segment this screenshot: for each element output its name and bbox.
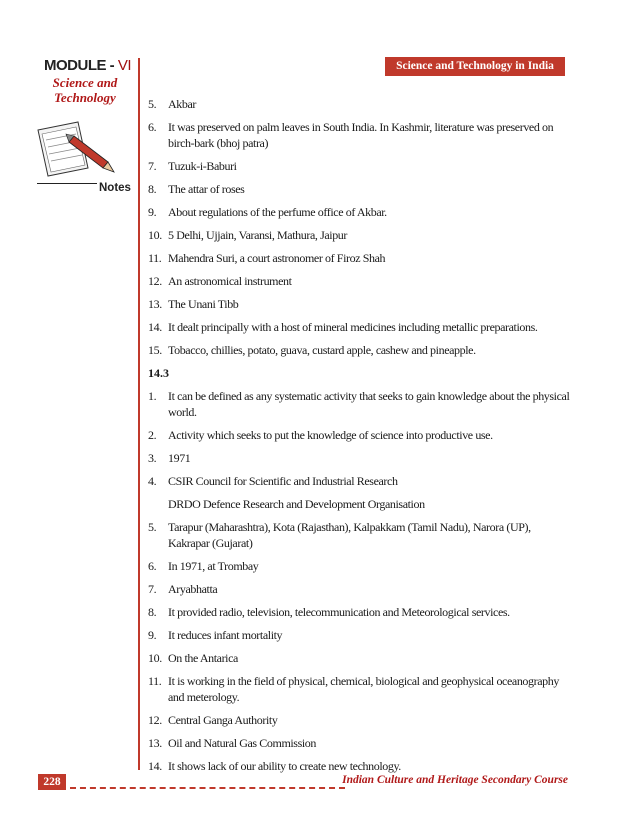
list-item <box>148 181 573 197</box>
item-text: Aryabhatta <box>168 582 218 596</box>
list-item <box>148 119 573 151</box>
list-item <box>148 558 573 574</box>
item-number: 5. <box>148 97 157 111</box>
item-number: 9. <box>148 628 157 642</box>
list-item <box>148 473 573 489</box>
item-text: CSIR Council for Scientific and Industrial Research <box>168 474 398 488</box>
list-item <box>148 388 573 420</box>
item-number: 8. <box>148 605 157 619</box>
list-item <box>148 650 573 666</box>
notes-rule <box>37 183 97 184</box>
list-item <box>148 450 573 466</box>
item-text: Tarapur (Maharashtra), Kota (Rajasthan), Kalpakkam (Tamil Nadu), Narora (UP), Kakrapar (Gujarat) <box>168 520 531 550</box>
item-text: Akbar <box>168 97 196 111</box>
list-item <box>148 519 573 551</box>
book-title: Indian Culture and Heritage Secondary Course <box>342 774 568 786</box>
item-number: 6. <box>148 120 157 134</box>
list-item <box>148 581 573 597</box>
item-text: An astronomical instrument <box>168 274 292 288</box>
list-item <box>148 319 573 335</box>
drdo-line: DRDO Defence Research and Development Organisation <box>168 497 425 511</box>
item-text: On the Antarica <box>168 651 238 665</box>
item-number: 5. <box>148 520 157 534</box>
item-number: 13. <box>148 297 162 311</box>
item-number: 14. <box>148 320 162 334</box>
item-text: It can be defined as any systematic activity that seeks to gain knowledge about the physical world. <box>168 389 570 419</box>
section-heading: 14.3 <box>148 366 169 380</box>
item-number: 10. <box>148 228 162 242</box>
item-number: 6. <box>148 559 157 573</box>
item-text: In 1971, at Trombay <box>168 559 259 573</box>
list-item <box>148 627 573 643</box>
list-item <box>148 204 573 220</box>
item-text: Tuzuk-i-Baburi <box>168 159 237 173</box>
item-number: 3. <box>148 451 157 465</box>
list-item <box>148 342 573 358</box>
list-item <box>148 250 573 266</box>
item-number: 11. <box>148 251 162 265</box>
item-number: 10. <box>148 651 162 665</box>
list-item <box>148 673 573 705</box>
list-item <box>148 735 573 751</box>
item-number: 8. <box>148 182 157 196</box>
item-number: 11. <box>148 674 162 688</box>
item-text: Mahendra Suri, a court astronomer of Firoz Shah <box>168 251 386 265</box>
item-text: Activity which seeks to put the knowledge of science into productive use. <box>168 428 493 442</box>
notepad-pencil-icon <box>30 120 120 190</box>
item-number: 14. <box>148 759 162 773</box>
item-text: It provided radio, television, telecommunication and Meteorological services. <box>168 605 510 619</box>
module-label <box>44 57 131 74</box>
subject-label: Science and Technology <box>52 75 118 105</box>
list-item <box>148 227 573 243</box>
item-text: 1971 <box>168 451 191 465</box>
item-text: Tobacco, chillies, potato, guava, custard apple, cashew and pineapple. <box>168 343 476 357</box>
answer-list <box>148 96 573 781</box>
item-number: 1. <box>148 389 157 403</box>
section-banner: Science and Technology in India <box>385 57 565 76</box>
module-numeral: VI <box>117 57 132 74</box>
list-item <box>148 712 573 728</box>
item-text: It was preserved on palm leaves in South India. In Kashmir, literature was preserved on birch-bark (bhoj patra) <box>168 120 554 150</box>
list-item <box>148 604 573 620</box>
list-item <box>148 296 573 312</box>
item-text: The Unani Tibb <box>168 297 239 311</box>
item-number: 7. <box>148 582 157 596</box>
item-text: It shows lack of our ability to create new technology. <box>168 759 401 773</box>
item-number: 12. <box>148 274 162 288</box>
item-number: 2. <box>148 428 157 442</box>
notes-label: Notes <box>99 182 131 194</box>
item-text: Oil and Natural Gas Commission <box>168 736 316 750</box>
margin-divider <box>138 58 140 770</box>
item-text: The attar of roses <box>168 182 245 196</box>
item-text: It is working in the field of physical, chemical, biological and geophysical oceanography and meterology. <box>168 674 559 704</box>
item-text: 5 Delhi, Ujjain, Varansi, Mathura, Jaipur <box>168 228 348 242</box>
item-number: 7. <box>148 159 157 173</box>
item-text: Central Ganga Authority <box>168 713 278 727</box>
item-number: 13. <box>148 736 162 750</box>
module-word: MODULE - <box>44 57 118 74</box>
item-text: About regulations of the perfume office of Akbar. <box>168 205 387 219</box>
item-text: It dealt principally with a host of mineral medicines including metallic preparations. <box>168 320 538 334</box>
item-number: 15. <box>148 343 162 357</box>
page-number: 228 <box>38 774 66 790</box>
list-item <box>148 758 573 774</box>
footer-rule <box>70 787 345 789</box>
item-number: 4. <box>148 474 157 488</box>
list-item <box>148 273 573 289</box>
item-text: It reduces infant mortality <box>168 628 283 642</box>
item-number: 9. <box>148 205 157 219</box>
list-item <box>148 427 573 443</box>
item-number: 12. <box>148 713 162 727</box>
list-item <box>148 96 573 112</box>
list-item <box>148 158 573 174</box>
